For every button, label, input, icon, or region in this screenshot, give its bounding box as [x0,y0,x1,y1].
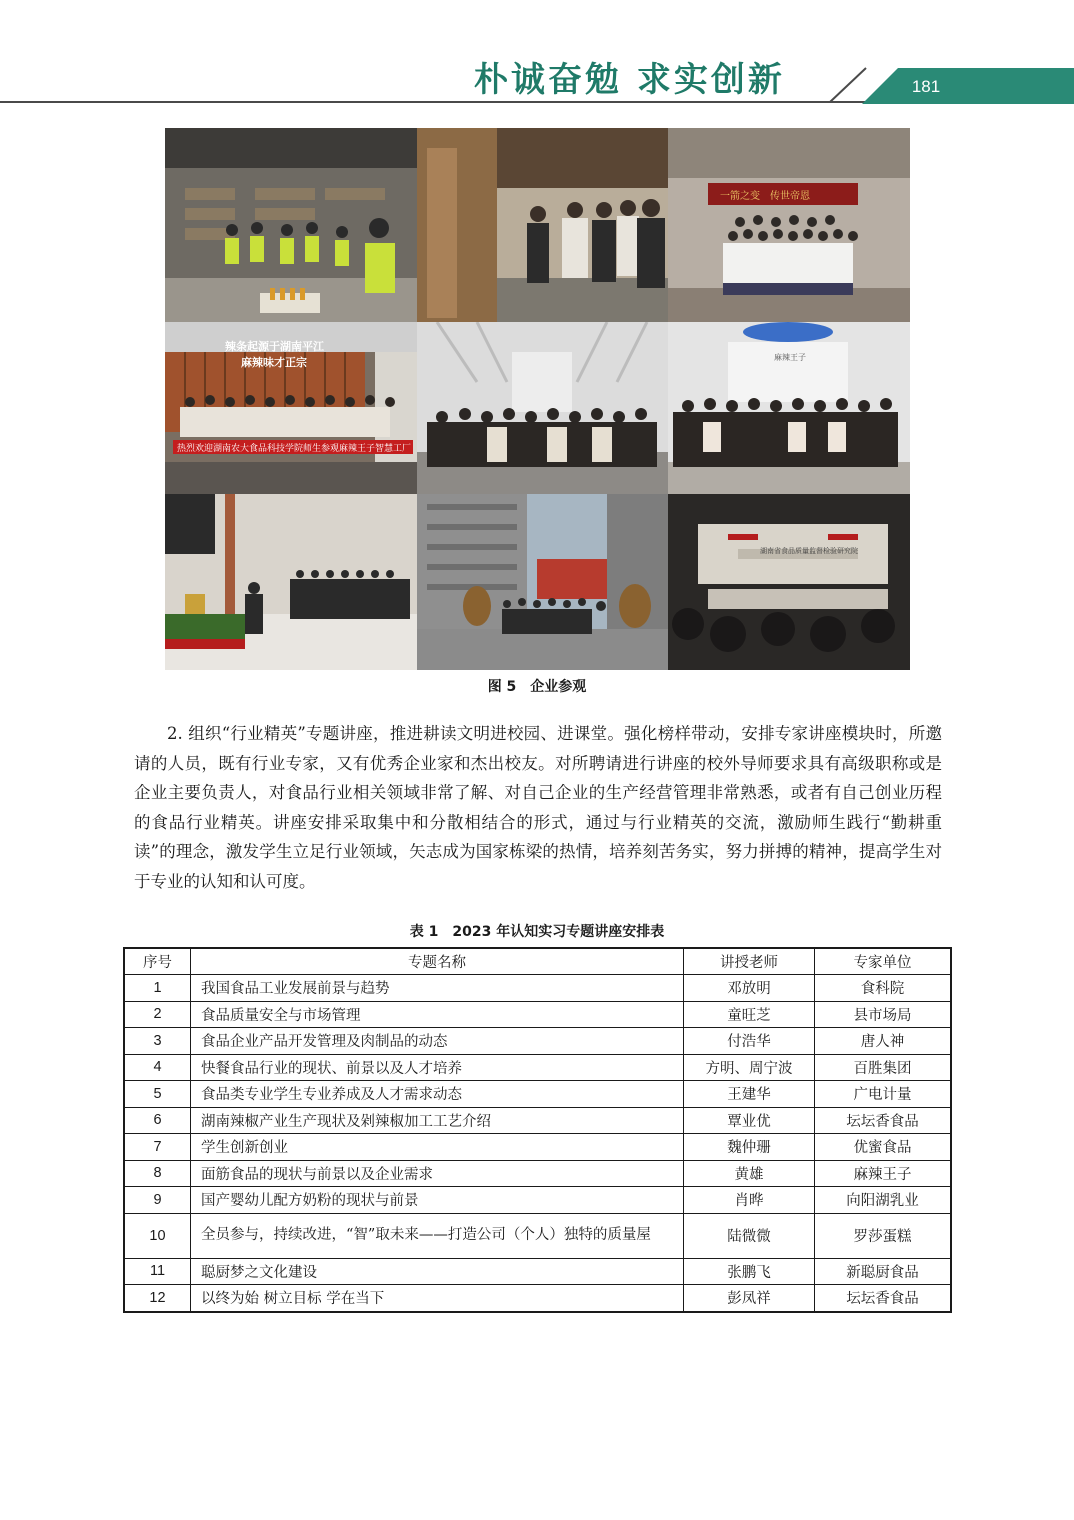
photo-students-walking [417,128,668,322]
cell-teacher: 彭凤祥 [684,1285,815,1312]
banner-text: 一箭之变 传世帝恩 [720,191,810,202]
cell-unit: 县市场局 [815,1001,952,1028]
cell-unit: 坛坛香食品 [815,1285,952,1312]
cell-no: 9 [124,1187,191,1214]
cell-no: 2 [124,1001,191,1028]
cell-topic: 食品质量安全与市场管理 [191,1001,684,1028]
column-header-no: 序号 [124,948,191,975]
cell-topic: 以终为始 树立目标 学在当下 [191,1285,684,1312]
cell-unit: 优蜜食品 [815,1134,952,1161]
banner-text: 辣条起源于湖南平江 [225,340,324,353]
table-row [124,1285,951,1312]
column-header-teacher: 讲授老师 [684,948,815,975]
table-header-row [124,948,951,975]
cell-topic: 国产婴幼儿配方奶粉的现状与前景 [191,1187,684,1214]
table-row [124,1213,951,1258]
banner-text: 热烈欢迎湖南农大食品科技学院师生参观麻辣王子智慧工厂 [177,444,412,454]
cell-topic: 食品类专业学生专业养成及人才需求动态 [191,1081,684,1108]
cell-teacher: 付浩华 [684,1028,815,1055]
cell-no: 10 [124,1213,191,1258]
logo-text: 麻辣王子 [774,353,806,362]
cell-teacher: 覃业优 [684,1107,815,1134]
cell-no: 6 [124,1107,191,1134]
cell-unit: 广电计量 [815,1081,952,1108]
cell-topic: 聪厨梦之文化建设 [191,1258,684,1285]
cell-no: 4 [124,1054,191,1081]
column-header-topic: 专题名称 [191,948,684,975]
figure-caption: 图 5 企业参观 [487,679,587,695]
photo-group-modern-lobby [417,322,668,494]
cell-unit: 食科院 [815,975,952,1002]
cell-topic: 快餐食品行业的现状、前景以及人才培养 [191,1054,684,1081]
table-row [124,1160,951,1187]
cell-teacher: 魏仲珊 [684,1134,815,1161]
column-header-unit: 专家单位 [815,948,952,975]
cell-unit: 新聪厨食品 [815,1258,952,1285]
page-number: 181 [911,77,941,96]
cell-teacher: 王建华 [684,1081,815,1108]
cell-topic: 面筋食品的现状与前景以及企业需求 [191,1160,684,1187]
cell-no: 12 [124,1285,191,1312]
cell-topic: 全员参与，持续改进，“智”取未来——打造公司（个人）独特的质量屋 [191,1213,684,1258]
header-title: 朴诚奋勉 求实创新 [474,60,785,100]
table-row [124,1258,951,1285]
table-row [124,975,951,1002]
photo-factory-courtyard [417,494,668,670]
lecture-schedule-table [123,947,952,1313]
cell-teacher: 肖晔 [684,1187,815,1214]
page-number-tab [862,68,1074,104]
cell-topic: 食品企业产品开发管理及肉制品的动态 [191,1028,684,1055]
cell-no: 1 [124,975,191,1002]
cell-unit: 向阳湖乳业 [815,1187,952,1214]
photo-inspection-institute-lobby [668,494,910,670]
photo-warehouse-visit [165,128,417,322]
cell-no: 5 [124,1081,191,1108]
cell-teacher: 黄雄 [684,1160,815,1187]
cell-no: 7 [124,1134,191,1161]
table-row [124,1081,951,1108]
photo-group-building-entrance [668,128,910,322]
cell-unit: 唐人神 [815,1028,952,1055]
banner-text: 麻辣味才正宗 [241,356,307,369]
cell-teacher: 陆微微 [684,1213,815,1258]
photo-group-red-banner [165,322,417,494]
photo-group-hall-logo [668,322,910,494]
cell-no: 3 [124,1028,191,1055]
table-row [124,1187,951,1214]
cell-teacher: 张鹏飞 [684,1258,815,1285]
cell-unit: 坛坛香食品 [815,1107,952,1134]
cell-topic: 学生创新创业 [191,1134,684,1161]
cell-no: 11 [124,1258,191,1285]
cell-teacher: 童旺芝 [684,1001,815,1028]
table-row [124,1107,951,1134]
cell-teacher: 邓放明 [684,975,815,1002]
table-row [124,1001,951,1028]
table-row [124,1028,951,1055]
table-row [124,1134,951,1161]
cell-unit: 罗莎蛋糕 [815,1213,952,1258]
body-paragraph: 2. 组织“行业精英”专题讲座，推进耕读文明进校园、进课堂。强化榜样带动，安排专家讲座模块时，所邀请的人员，既有行业专家，又有优秀企业家和杰出校友。对所聘请进行讲座的校外导师要求具有高级职称或是企业主要负责人，对食品行业相关领域非常了解、对自己企业的生产经营管理非常熟悉，或者有自己创业历程的食品行业精英。讲座安排采取集中和分散相结合的形式，通过与行业精英的交流，激励师生践行“勤耕重读”的理念，激发学生立足行业领域，矢志成为国家栋梁的热情，培养刻苦务实，努力拼搏的精神，提高学生对于专业的认知和认可度。 [134,724,942,891]
enterprise-visit-photo-collage [165,128,910,670]
photo-exhibition-hall [165,494,417,670]
cell-topic: 我国食品工业发展前景与趋势 [191,975,684,1002]
table-title: 表 1 2023 年认知实习专题讲座安排表 [409,924,665,940]
banner-text: 湖南省食品质量监督检验研究院 [760,547,858,555]
cell-unit: 百胜集团 [815,1054,952,1081]
cell-teacher: 方明、周宁波 [684,1054,815,1081]
table-row [124,1054,951,1081]
cell-topic: 湖南辣椒产业生产现状及剁辣椒加工工艺介绍 [191,1107,684,1134]
cell-unit: 麻辣王子 [815,1160,952,1187]
cell-no: 8 [124,1160,191,1187]
